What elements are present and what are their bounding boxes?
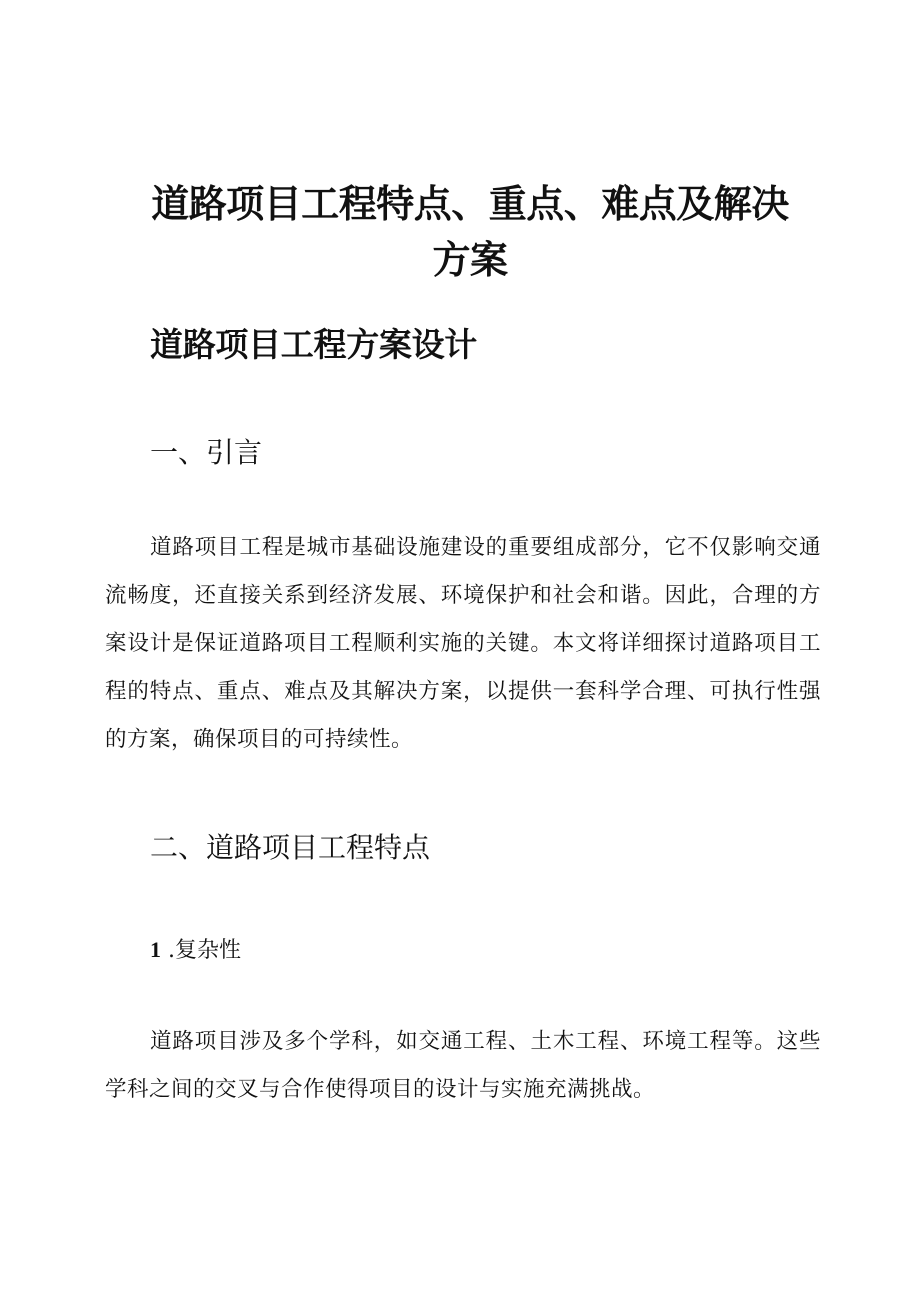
subsection-title: .复杂性 xyxy=(168,938,241,963)
introduction-paragraph: 道路项目工程是城市基础设施建设的重要组成部分，它不仅影响交通流畅度，还直接关系到经济发展、环境保护和社会和谐。因此，合理的方案设计是保证道路项目工程顺利实施的关键。本文将详细探讨道路项目工程的特点、重点、难点及其解决方案，以提供一套科学合理、可执行性强的方案，确保项目的可持续性。 xyxy=(105,535,821,752)
subsection-number: 1 xyxy=(150,937,161,962)
document-subtitle: 道路项目工程方案设计 xyxy=(150,325,478,364)
document-title: 道路项目工程特点、重点、难点及解决方案 xyxy=(151,182,789,282)
complexity-paragraph: 道路项目涉及多个学科，如交通工程、土木工程、环境工程等。这些学科之间的交叉与合作使得项目的设计与实施充满挑战。 xyxy=(105,1029,821,1102)
section-heading-introduction: 一、引言 xyxy=(150,436,263,469)
section-heading-features: 二、道路项目工程特点 xyxy=(150,831,431,864)
subsection-heading-complexity xyxy=(150,934,241,967)
